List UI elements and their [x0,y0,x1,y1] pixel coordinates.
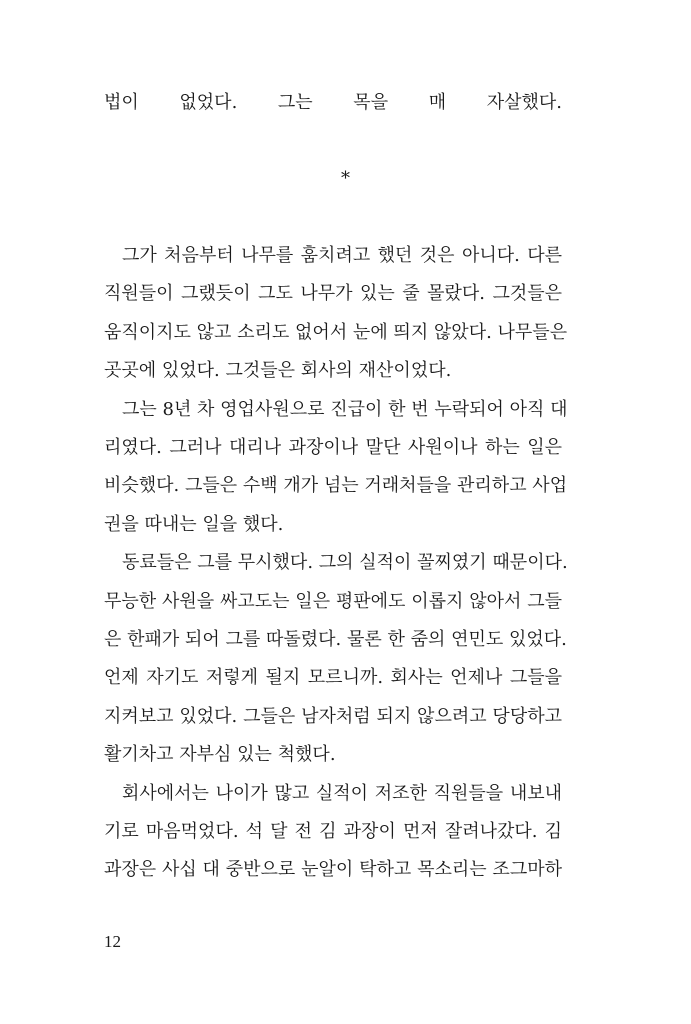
text-line: 그가 처음부터 나무를 훔치려고 했던 것은 아니다. 다른 [122,245,562,266]
text-line: 그는 8년 차 영업사원으로 진급이 한 번 누락되어 아직 대 [122,398,568,420]
text-line: 무능한 사원을 싸고도는 일은 평판에도 이롭지 않아서 그들 [104,590,562,612]
text-line: 움직이지도 않고 소리도 없어서 눈에 띄지 않았다. 나무들은 [104,321,568,343]
text-line: 회사에서는 나이가 많고 실적이 저조한 직원들을 내보내 [122,782,562,804]
section-separator: * [341,168,350,189]
page-number: 12 [104,932,121,951]
text-line: 곳곳에 있었다. 그것들은 회사의 재산이었다. [104,360,452,382]
text-line: 비슷했다. 그들은 수백 개가 넘는 거래처들을 관리하고 사업 [104,475,568,497]
text-line: 은 한패가 되어 그를 따돌렸다. 물론 한 줌의 연민도 있었다. [104,629,567,650]
text-line: 기로 마음먹었다. 석 달 전 김 과장이 먼저 잘려나갔다. 김 [104,821,562,842]
text-line: 활기차고 자부심 있는 척했다. [104,744,336,766]
text-line: 법이 없었다. 그는 목을 매 자살했다. [104,92,562,113]
text-line: 리였다. 그러나 대리나 과장이나 말단 사원이나 하는 일은 [104,437,562,458]
text-line: 권을 따내는 일을 했다. [104,513,284,535]
text-line: 직원들이 그랬듯이 그도 나무가 있는 줄 몰랐다. 그것들은 [104,283,562,305]
text-line: 과장은 사십 대 중반으로 눈알이 탁하고 목소리는 조그마하 [104,859,562,881]
text-line: 언제 자기도 저렇게 될지 모르니까. 회사는 언제나 그들을 [104,667,562,689]
text-line: 동료들은 그를 무시했다. 그의 실적이 꼴찌였기 때문이다. [122,552,568,574]
text-line: 지켜보고 있었다. 그들은 남자처럼 되지 않으려고 당당하고 [104,705,562,727]
